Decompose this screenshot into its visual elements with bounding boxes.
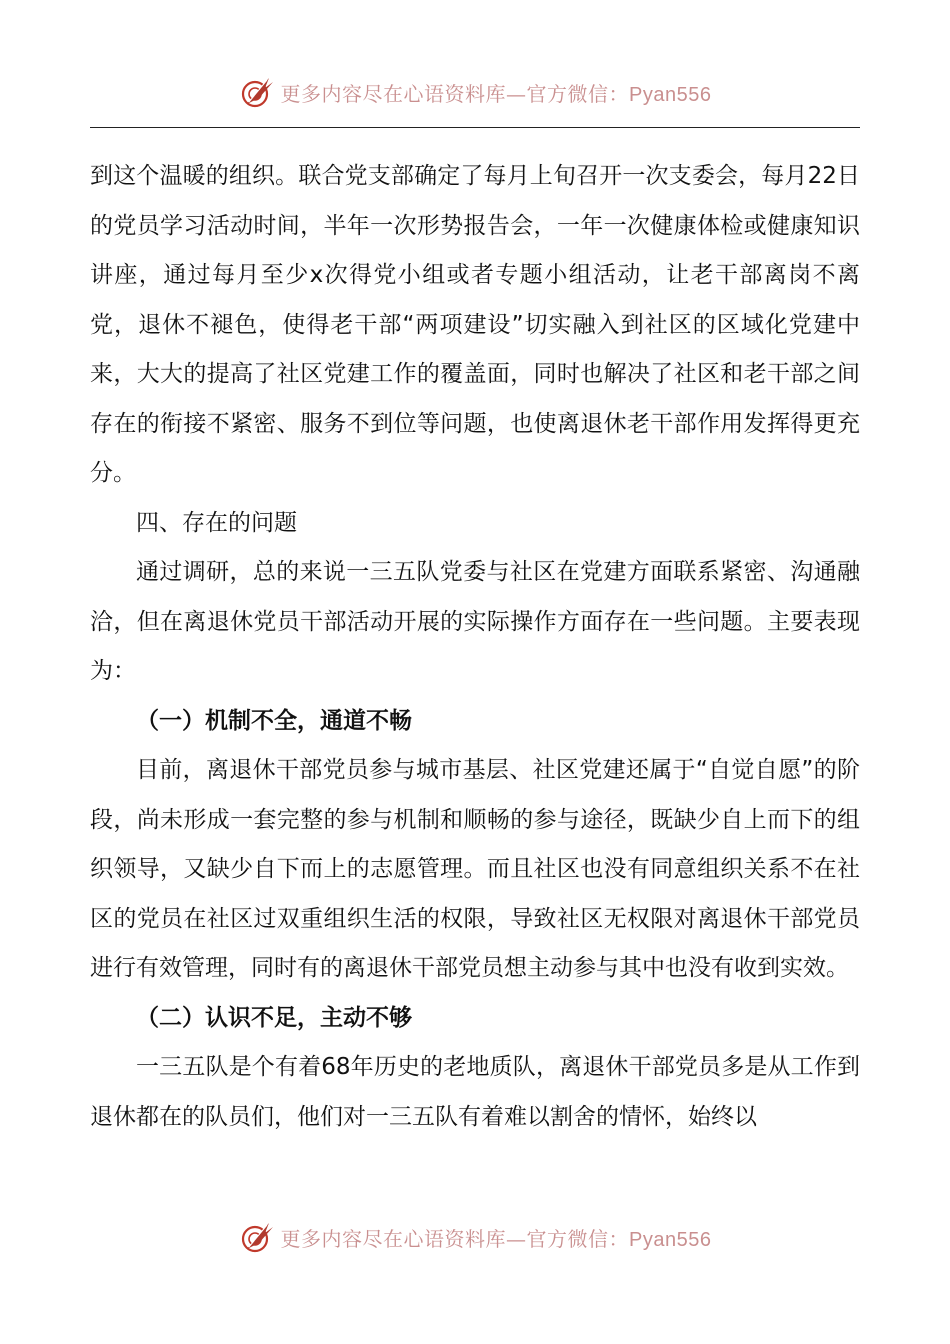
paragraph-intro: 通过调研，总的来说一三五队党委与社区在党建方面联系紧密、沟通融洽，但在离退休党员干部活动开展的实际操作方面存在一些问题。主要表现为： <box>90 559 860 684</box>
paragraph-awareness: 一三五队是个有着68年历史的老地质队，离退休干部党员多是从工作到退休都在的队员们，他们对一三五队有着难以割舍的情怀，始终以 <box>90 1054 860 1130</box>
watermark-header <box>0 72 950 112</box>
watermark-label: 更多内容尽在心语资料库—官方微信： <box>280 81 630 106</box>
paragraph-continuation: 到这个温暖的组织。联合党支部确定了每月上旬召开一次支委会，每月22日的党员学习活动时间，半年一次形势报告会，一年一次健康体检或健康知识讲座，通过每月至少x次得党小组或者专题小组活动，让老干部离岗不离党，退休不褪色，使得老干部“两项建设”切实融入到社区的区域化党建中来，大大的提高了社区党建工作的覆盖面，同时也解决了社区和老干部之间存在的衔接不紧密、服务不到位等问题，也使离退休老干部作用发挥得更充分。 <box>90 163 860 486</box>
watermark-wechat-id: Pyan556 <box>629 83 712 106</box>
paragraph-mechanism: 目前，离退休干部党员参与城市基层、社区党建还属于“自觉自愿”的阶段，尚未形成一套完整的参与机制和顺畅的参与途径，既缺少自上而下的组织领导，又缺少自下而上的志愿管理。而且社区也没有同意组织关系不在社区的党员在社区过双重组织生活的权限，导致社区无权限对离退休干部党员进行有效管理，同时有的离退休干部党员想主动参与其中也没有收到实效。 <box>90 757 860 981</box>
section-heading: 四、存在的问题 <box>136 509 297 536</box>
subsection-heading-1: （一）机制不全，通道不畅 <box>136 707 412 734</box>
quill-logo-icon <box>239 74 275 110</box>
subsection-heading-2: （二）认识不足，主动不够 <box>136 1004 412 1031</box>
watermark-footer <box>0 1217 950 1257</box>
watermark-label: 更多内容尽在心语资料库—官方微信： <box>280 1226 630 1251</box>
header-divider <box>90 127 860 128</box>
watermark-text <box>281 78 712 107</box>
watermark-text <box>281 1223 712 1252</box>
quill-logo-icon <box>239 1219 275 1255</box>
document-body <box>90 152 860 1142</box>
watermark-wechat-id: Pyan556 <box>629 1228 712 1251</box>
